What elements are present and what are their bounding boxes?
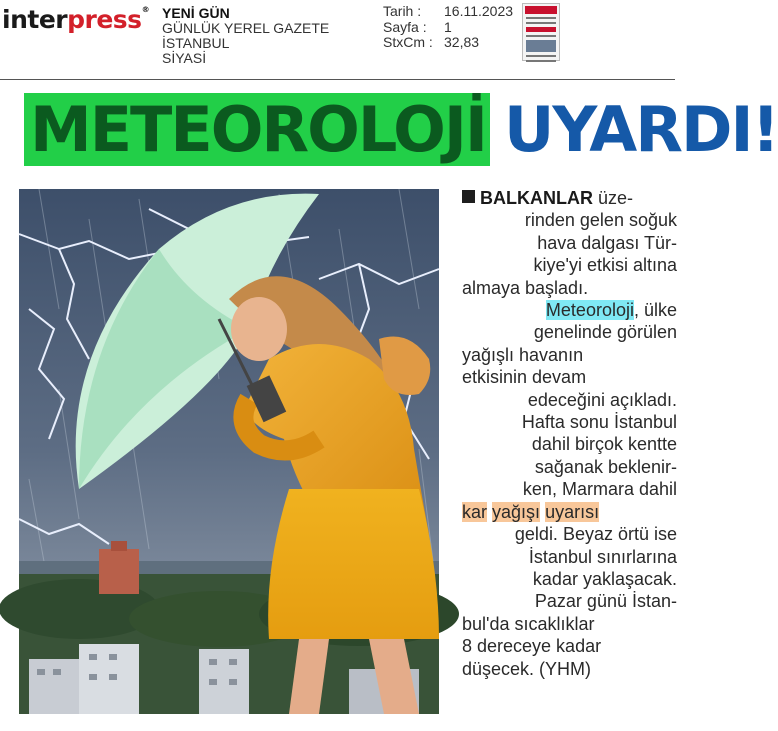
- article-photo: [19, 189, 439, 714]
- headline-part-blue: UYARDI!: [504, 93, 778, 166]
- square-bullet-icon: [462, 190, 475, 203]
- article-line: bul'da sıcaklıklar: [462, 613, 595, 634]
- front-page-thumbnail[interactable]: [522, 3, 560, 61]
- article-line: genelinde görülen: [533, 322, 677, 343]
- publication-info: [162, 6, 329, 66]
- meta-key: StxCm :: [383, 34, 433, 50]
- highlight-keyword: Meteoroloji: [545, 300, 634, 321]
- article-body: [462, 187, 677, 680]
- publication-subtitle: GÜNLÜK YEREL GAZETE: [162, 20, 330, 36]
- meta-row-page: [383, 20, 513, 36]
- article-kicker: BALKANLAR: [480, 188, 593, 208]
- article-line: [462, 299, 677, 321]
- logo-text: interpress: [2, 5, 142, 34]
- article-line: hava dalgası Tür-: [537, 232, 677, 253]
- article-line: geldi. Beyaz örtü ise: [514, 524, 677, 545]
- article-line: sağanak beklenir-: [534, 456, 677, 477]
- article-text: , ülke: [633, 300, 677, 321]
- article-line: kadar yaklaşacak.: [532, 568, 677, 589]
- meta-row-date: [383, 4, 513, 20]
- article-line: Hafta sonu İstanbul: [521, 412, 677, 433]
- article-line: İstanbul sınırlarına: [528, 546, 677, 567]
- publication-city: İSTANBUL: [162, 35, 230, 51]
- highlight-keyword: yağışı: [492, 501, 541, 522]
- publication-section: SİYASİ: [162, 50, 207, 66]
- article-line: [462, 501, 677, 523]
- registered-mark-icon: ®: [141, 5, 150, 14]
- interpress-logo: [2, 5, 149, 34]
- article-line: edeceğini açıkladı.: [527, 389, 677, 410]
- clipping-meta: [383, 4, 513, 51]
- article-line: Pazar günü İstan-: [534, 591, 677, 612]
- article-line: 8 dereceye kadar: [462, 636, 602, 657]
- article-line: almaya başladı.: [462, 277, 589, 298]
- headline-part-green: METEOROLOJİ: [24, 93, 490, 166]
- article-line: [462, 187, 677, 209]
- woman-with-umbrella-photo: [19, 189, 439, 714]
- headline: [24, 92, 778, 170]
- article-line: rinden gelen soğuk: [524, 210, 677, 231]
- meta-value: 16.11.2023: [444, 3, 514, 19]
- clipping-header: [0, 0, 687, 80]
- meta-row-stxcm: [383, 35, 513, 51]
- article-line: ken, Marmara dahil: [522, 479, 677, 500]
- publication-name: YENİ GÜN: [162, 5, 230, 21]
- article-line: dahil birçok kentte: [531, 434, 677, 455]
- article-text: üze-: [592, 188, 634, 208]
- meta-key: Sayfa :: [383, 18, 427, 35]
- article-line: etkisinin devam: [462, 367, 587, 388]
- article-line: kiye'yi etkisi altına: [533, 255, 677, 276]
- meta-value: 32,83: [444, 34, 480, 50]
- highlight-keyword: kar: [462, 501, 488, 522]
- article-line: düşecek. (YHM): [462, 658, 592, 679]
- highlight-keyword: uyarısı: [545, 501, 600, 522]
- meta-value: 1: [444, 18, 452, 35]
- header-divider: [0, 79, 675, 80]
- article-line: yağışlı havanın: [462, 344, 584, 365]
- meta-key: Tarih :: [383, 3, 422, 19]
